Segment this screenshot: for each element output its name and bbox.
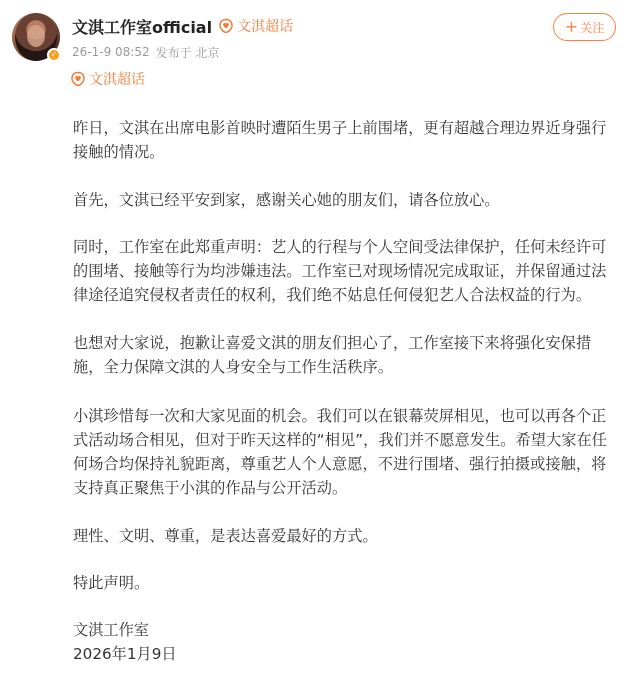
post-paragraph: 特此声明。 [73, 573, 150, 592]
post-location: 发布于 北京 [155, 45, 220, 60]
post-body [73, 116, 621, 617]
verified-badge-icon: ✓ [47, 48, 61, 62]
follow-button-label: 关注 [580, 20, 605, 35]
post-signature [73, 618, 177, 667]
avatar-face-shape [27, 25, 45, 47]
signature-date: 2026年1月9日 [73, 645, 177, 664]
post-paragraph: 也想对大家说，抱歉让喜爱文淇的朋友们担心了，工作室接下来将强化安保措施，全力保障文淇的人身安全与工作生活秩序。 [73, 334, 592, 377]
post-paragraph: 首先，文淇已经平安到家，感谢关心她的朋友们，请各位放心。 [73, 191, 500, 210]
avatar-container[interactable] [12, 13, 60, 61]
super-topic-icon [70, 71, 86, 87]
post-header [0, 0, 635, 100]
post-timestamp: 26-1-9 08:52 [72, 45, 150, 59]
post-paragraph: 同时，工作室在此郑重声明：艺人的行程与个人空间受法律保护，任何未经许可的围堵、接触等行为均涉嫌违法。工作室已对现场情况完成取证，并保留通过法律途径追究侵权者责任的权利，我们绝不姑息任何侵犯艺人合法权益的行为。 [73, 237, 607, 305]
super-topic-icon [218, 18, 234, 34]
follow-button[interactable] [553, 13, 616, 41]
post-paragraph: 理性、文明、尊重，是表达喜爱最好的方式。 [73, 527, 378, 546]
super-topic-link-label: 文淇超话 [89, 72, 145, 88]
post-paragraph: 小淇珍惜每一次和大家见面的机会。我们可以在银幕荧屏相见，也可以再各个正式活动场合相见，但对于昨天这样的“相见”，我们并不愿意发生。希望大家在任何场合均保持礼貌距离，尊重艺人个人意愿，不进行围堵、强行拍摄或接触，将支持真正聚焦于小淇的作品与公开活动。 [73, 406, 607, 498]
post-meta [72, 43, 219, 61]
super-topic-tag[interactable] [218, 16, 293, 36]
super-topic-tag-label: 文淇超话 [237, 19, 294, 35]
post-paragraph: 昨日，文淇在出席电影首映时遭陌生男子上前围堵，更有超越合理边界近身强行接触的情况。 [73, 119, 607, 162]
super-topic-link[interactable] [70, 68, 145, 90]
follow-plus-icon: + [564, 17, 579, 36]
account-line [72, 14, 293, 38]
username[interactable]: 文淇工作室official [72, 17, 213, 37]
signature-name: 文淇工作室 [73, 621, 149, 639]
